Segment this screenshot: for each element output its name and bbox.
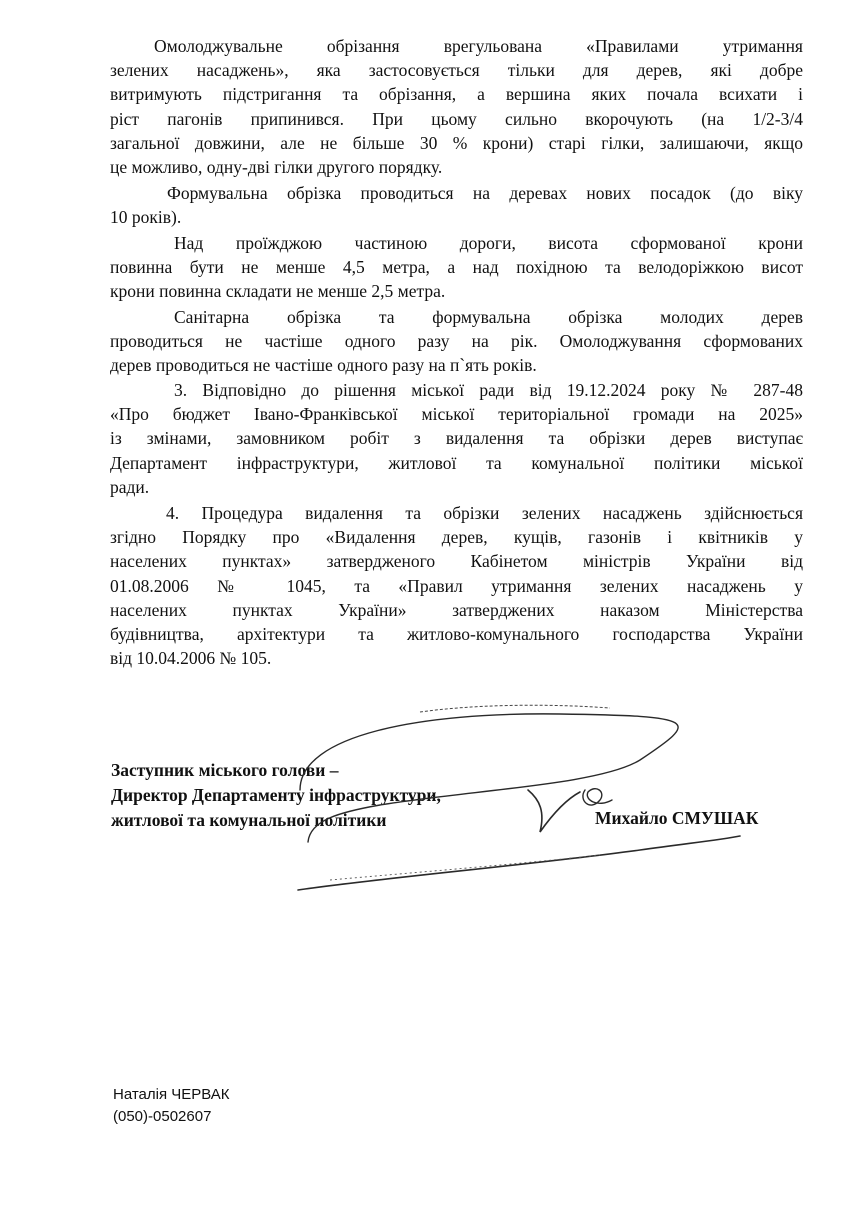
executor-name: Наталія ЧЕРВАК [113, 1086, 230, 1103]
text-line: згідно Порядку про «Видалення дерев, кущів, газонів і квітників у [110, 527, 803, 548]
text-line: крони повинна складати не менше 2,5 метра. [110, 281, 446, 302]
text-line: із змінами, замовником робіт з видалення та обрізки дерев виступає [110, 428, 803, 449]
text-line: витримують підстригання та обрізання, а вершина яких почала всихати і [110, 84, 803, 105]
text-line: 01.08.2006 № 1045, та «Правил утримання зелених насаджень у [110, 575, 803, 596]
executor-phone: (050)-0502607 [113, 1108, 212, 1125]
text-line: населених пунктах України» затверджених наказом Міністерства [110, 599, 803, 620]
text-line: 3. Відповідно до рішення міської ради від 19.12.2024 року № 287-48 [174, 380, 803, 400]
text-line: проводиться не частіше одного разу на рік. Омолоджування сформованих [110, 331, 803, 352]
signatory-name: Михайло СМУШАК [595, 808, 759, 828]
text-line: зелених насаджень», яка застосовується тільки для дерев, які добре [110, 60, 803, 81]
text-line: Департамент інфраструктури, житлової та комунальної політики міської [110, 452, 803, 473]
text-line: дерев проводиться не частіше одного разу на п`ять років. [110, 355, 537, 376]
text-line: Омолоджувальне обрізання врегульована «Правилами утримання [154, 36, 803, 56]
text-line: від 10.04.2006 № 105. [110, 648, 272, 669]
text-line: загальної довжини, але не більше 30 % крони) старі гілки, залишаючи, якщо [110, 132, 803, 153]
text-line: Формувальна обрізка проводиться на деревах нових посадок (до віку [167, 183, 803, 203]
text-line: Санітарна обрізка та формувальна обрізка молодих дерев [174, 307, 803, 327]
text-line: 10 років). [110, 207, 182, 228]
text-line: ради. [110, 476, 150, 497]
text-line: це можливо, одну-дві гілки другого порядку. [110, 157, 443, 178]
text-line: населених пунктах» затвердженого Кабінетом міністрів України від [110, 551, 803, 572]
signatory-title-line: Директор Департаменту інфраструктури, [111, 785, 441, 805]
text-line: Над проїжджою частиною дороги, висота сформованої крони [174, 233, 803, 253]
signatory-title-line: житлової та комунальної політики [111, 810, 387, 830]
text-line: 4. Процедура видалення та обрізки зелених насаджень здійснюється [166, 503, 803, 523]
text-line: ріст пагонів припинився. При цьому сильно вкорочують (на 1/2-3/4 [110, 108, 803, 129]
executor-contact [113, 1084, 230, 1128]
text-line: «Про бюджет Івано-Франківської міської територіальної громади на 2025» [110, 404, 803, 425]
text-line: повинна бути не менше 4,5 метра, а над похідною та велодоріжкою висот [110, 257, 803, 278]
text-line: будівництва, архітектури та житлово-комунального господарства України [110, 624, 803, 645]
signatory-title-line: Заступник міського голови – [111, 760, 339, 780]
